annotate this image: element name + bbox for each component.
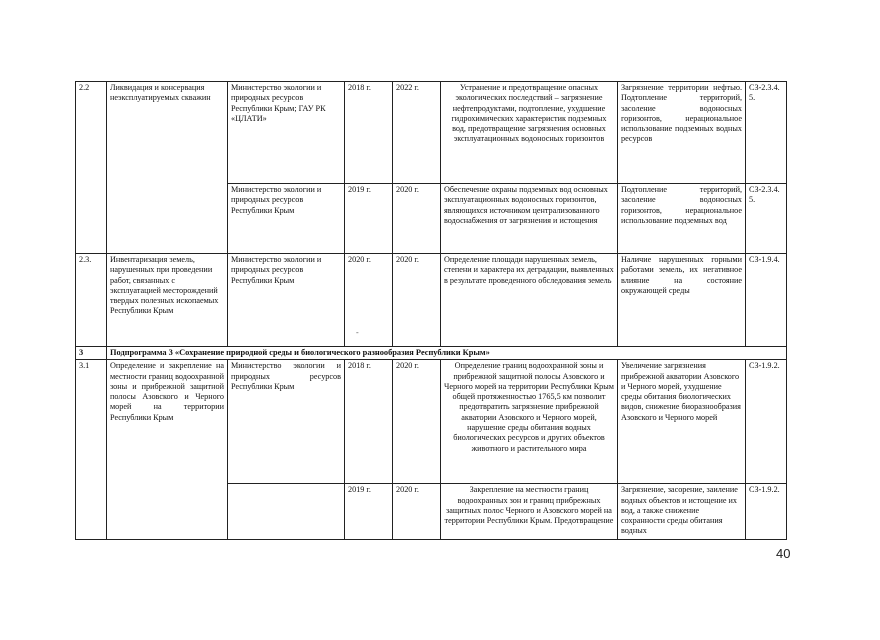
measure-name: Инвентаризация земель, нарушенных при проведении работ, связанных с эксплуатацией месторождений твердых полезных ископаемых Республики Крым xyxy=(107,254,228,347)
measure-name: Определение и закрепление на местности границ водоохранной зоны и прибрежной защитной полосы Азовского и Черного морей на территории Республики Крым xyxy=(107,360,228,540)
indicator-code: СЗ-2.3.4.5. xyxy=(746,82,787,184)
indicator-code: СЗ-2.3.4.5. xyxy=(746,184,787,254)
end-year: 2020 г. xyxy=(393,484,441,540)
executor: Министерство экологии и природных ресурсов Республики Крым xyxy=(228,254,345,347)
start-year: 2020 г. xyxy=(345,254,393,347)
expected-result: Определение площади нарушенных земель, степени и характера их деградации, выявленных в результате проведенного обследования земель xyxy=(441,254,618,347)
start-year: 2018 г. xyxy=(345,82,393,184)
table-row xyxy=(76,360,787,484)
end-year: 2022 г. xyxy=(393,82,441,184)
measures-table xyxy=(75,81,787,540)
consequence: Загрязнение территории нефтью. Подтопление территорий, засоление водоносных горизонтов, нерациональное использование подземных водных ресурсов xyxy=(618,82,746,184)
table-row xyxy=(76,254,787,347)
consequence: Загрязнение, засорение, заиление водных объектов и истощение их вод, а также снижение сохранности среды обитания водных xyxy=(618,484,746,540)
expected-result: Обеспечение охраны подземных вод основных эксплуатационных водоносных горизонтов, являющихся источником централизованного водоснабжения от загрязнения и истощения xyxy=(441,184,618,254)
start-year: 2018 г. xyxy=(345,360,393,484)
expected-result: Закрепление на местности границ водоохранных зон и границ прибрежных защитных полос Черного и Азовского морей на территории Республики Крым. Предотвращение xyxy=(441,484,618,540)
indicator-code: СЗ-1.9.4. xyxy=(746,254,787,347)
end-year: 2020 г. xyxy=(393,360,441,484)
expected-result: Определение границ водоохранной зоны и прибрежной защитной полосы Азовского и Черного морей на территории Республики Крым общей протяженностью 1765,5 км позволит предотвратить загрязнение прибрежной акватории Азовского и Черного морей, нарушение среды обитания водных биологических ресурсов и других объектов животного и растительного мира xyxy=(441,360,618,484)
row-number: 2.3. xyxy=(76,254,107,347)
consequence: Наличие нарушенных горными работами земель, их негативное влияние на состояние окружающей среды xyxy=(618,254,746,347)
page-number: 40 xyxy=(776,546,791,561)
table-row xyxy=(76,82,787,184)
executor: Министерство экологии и природных ресурсов Республики Крым; ГАУ РК «ЦЛАТИ» xyxy=(228,82,345,184)
subprogram-title: Подпрограмма 3 «Сохранение природной среды и биологического разнообразия Республики Крым» xyxy=(107,347,787,360)
indicator-code: СЗ-1.9.2. xyxy=(746,484,787,540)
expected-result: Устранение и предотвращение опасных экологических последствий – загрязнение нефтепродуктами, подтопление, ухудшение гидрохимических характеристик подземных вод, предотвращение загрязнения основных эксплуатационных водоносных горизонтов xyxy=(441,82,618,184)
executor: Министерство экологии и природных ресурсов Республики Крым xyxy=(228,360,345,484)
executor xyxy=(228,484,345,540)
start-year: 2019 г. xyxy=(345,184,393,254)
stray-mark: - xyxy=(356,328,359,337)
consequence: Увеличение загрязнения прибрежной акватории Азовского и Черного морей, ухудшение среды обитания биологических видов, снижение биоразнообразия Азовского и Черного морей xyxy=(618,360,746,484)
consequence: Подтопление территорий, засоление водоносных горизонтов, нерациональное использование подземных вод xyxy=(618,184,746,254)
row-number: 2.2 xyxy=(76,82,107,254)
subprogram-row xyxy=(76,347,787,360)
measure-name: Ликвидация и консервация неэксплуатируемых скважин xyxy=(107,82,228,254)
row-number: 3.1 xyxy=(76,360,107,540)
subprogram-number: 3 xyxy=(76,347,107,360)
indicator-code: СЗ-1.9.2. xyxy=(746,360,787,484)
start-year: 2019 г. xyxy=(345,484,393,540)
end-year: 2020 г. xyxy=(393,254,441,347)
end-year: 2020 г. xyxy=(393,184,441,254)
executor: Министерство экологии и природных ресурсов Республики Крым xyxy=(228,184,345,254)
